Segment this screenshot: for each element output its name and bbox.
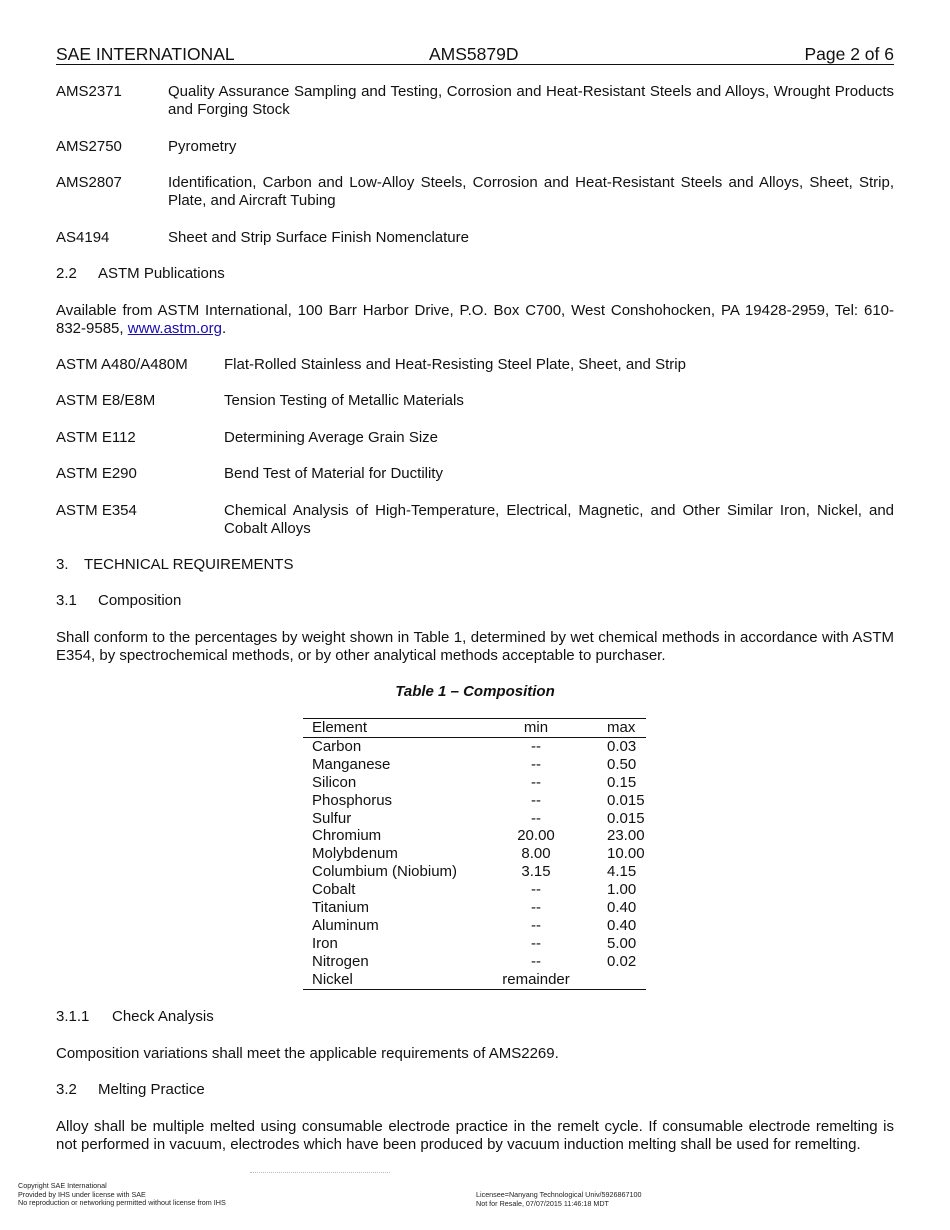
cell-element: Nitrogen bbox=[312, 952, 369, 970]
cell-min: -- bbox=[531, 934, 541, 952]
cell-min: -- bbox=[531, 755, 541, 773]
ref-title: Identification, Carbon and Low-Alloy Steels, Corrosion and Heat-Resistant Steels and Alloys, Sheet, Strip, Plate, and Aircraft Tubing bbox=[168, 174, 894, 209]
column-header-max: max bbox=[607, 719, 636, 736]
ref-title: Quality Assurance Sampling and Testing, Corrosion and Heat-Resistant Steels and Alloys, Wrought Products and Forging Stock bbox=[168, 83, 894, 118]
cell-element: Manganese bbox=[312, 755, 391, 773]
cell-max: 0.015 bbox=[607, 791, 645, 809]
cell-max: 0.40 bbox=[607, 899, 637, 917]
section-number: 3.1.1 bbox=[56, 1008, 90, 1025]
check-analysis-paragraph: Composition variations shall meet the applicable requirements of AMS2269. bbox=[56, 1045, 559, 1062]
section-number: 3.2 bbox=[56, 1081, 77, 1098]
cell-min: -- bbox=[531, 952, 541, 970]
section-title: Composition bbox=[98, 592, 182, 609]
cell-element: Aluminum bbox=[312, 916, 379, 934]
ref-title: Pyrometry bbox=[168, 138, 237, 155]
cell-element: Chromium bbox=[312, 827, 382, 845]
ref-title: Determining Average Grain Size bbox=[224, 429, 438, 446]
table-row bbox=[303, 756, 646, 774]
ref-title: Bend Test of Material for Ductility bbox=[224, 465, 443, 482]
section-number: 2.2 bbox=[56, 265, 77, 282]
cell-max: 1.00 bbox=[607, 881, 637, 899]
cell-min: remainder bbox=[502, 970, 570, 988]
astm-availability bbox=[56, 302, 894, 338]
cell-min: -- bbox=[531, 737, 541, 755]
table-row bbox=[303, 792, 646, 810]
cell-min: -- bbox=[531, 773, 541, 791]
ref-code: ASTM E112 bbox=[56, 429, 136, 446]
cell-element: Carbon bbox=[312, 737, 362, 755]
cell-min: -- bbox=[531, 791, 541, 809]
astm-availability-text: Available from ASTM International, 100 Barr Harbor Drive, P.O. Box C700, West Conshohocken, PA 19428-2959, Tel: 610-832-9585, bbox=[56, 302, 894, 337]
cell-min: 8.00 bbox=[521, 845, 551, 863]
ref-title: Sheet and Strip Surface Finish Nomenclature bbox=[168, 229, 469, 246]
section-title: Check Analysis bbox=[112, 1008, 214, 1025]
cell-element: Cobalt bbox=[312, 881, 356, 899]
astm-availability-end: . bbox=[221, 320, 227, 337]
header-page-number: Page 2 of 6 bbox=[804, 44, 894, 64]
table-header-row bbox=[303, 719, 646, 738]
ref-code: ASTM E8/E8M bbox=[56, 392, 156, 409]
table-caption: Table 1 – Composition bbox=[395, 683, 555, 700]
page-header bbox=[56, 44, 894, 65]
cell-element: Iron bbox=[312, 934, 338, 952]
header-publisher: SAE INTERNATIONAL bbox=[56, 44, 235, 64]
section-title: ASTM Publications bbox=[98, 265, 225, 282]
table-row bbox=[303, 971, 646, 989]
footer-licensee bbox=[476, 1191, 642, 1208]
footer-copyright bbox=[18, 1182, 226, 1208]
cell-max: 0.50 bbox=[607, 755, 637, 773]
section-number: 3. bbox=[56, 556, 69, 573]
footer-line: Licensee=Nanyang Technological Univ/5926867100 bbox=[476, 1190, 642, 1199]
cell-max: 0.02 bbox=[607, 952, 637, 970]
cell-max: 5.00 bbox=[607, 934, 637, 952]
header-doc-number: AMS5879D bbox=[429, 44, 519, 64]
footer-line: Provided by IHS under license with SAE bbox=[18, 1189, 146, 1199]
cell-element: Nickel bbox=[312, 970, 353, 988]
table-row bbox=[303, 881, 646, 899]
ref-code: ASTM A480/A480M bbox=[56, 356, 188, 373]
cell-min: 20.00 bbox=[517, 827, 555, 845]
table-row bbox=[303, 899, 646, 917]
ref-code: AMS2807 bbox=[56, 174, 122, 191]
cell-max: 0.40 bbox=[607, 916, 637, 934]
composition-table bbox=[303, 718, 646, 990]
astm-website-link[interactable]: www.astm.org bbox=[127, 320, 222, 337]
cell-element: Sulfur bbox=[312, 809, 352, 827]
ref-code: ASTM E354 bbox=[56, 502, 137, 519]
ref-code: AMS2371 bbox=[56, 83, 122, 100]
melting-practice-paragraph: Alloy shall be multiple melted using consumable electrode practice in the remelt cycle. If consumable electrode remelting is not performed in vacuum, electrodes which have been produced by vacuum induction melting shall be used for remelting. bbox=[56, 1118, 894, 1153]
cell-element: Silicon bbox=[312, 773, 357, 791]
cell-element: Phosphorus bbox=[312, 791, 393, 809]
cell-max bbox=[585, 971, 646, 989]
column-header-min: min bbox=[523, 719, 549, 736]
cell-max: 0.015 bbox=[607, 809, 645, 827]
section-title: Melting Practice bbox=[98, 1081, 205, 1098]
footer-divider bbox=[250, 1172, 390, 1174]
cell-element: Molybdenum bbox=[312, 845, 398, 863]
cell-max: 10.00 bbox=[607, 845, 645, 863]
table-row bbox=[303, 810, 646, 828]
column-header-element: Element bbox=[312, 719, 368, 736]
section-title: TECHNICAL REQUIREMENTS bbox=[84, 556, 294, 573]
section-number: 3.1 bbox=[56, 592, 77, 609]
footer-line: Not for Resale, 07/07/2015 11:46:18 MDT bbox=[476, 1198, 609, 1208]
cell-max: 0.15 bbox=[607, 773, 637, 791]
ref-code: ASTM E290 bbox=[56, 465, 137, 482]
table-row bbox=[303, 917, 646, 935]
footer-line: Copyright SAE International bbox=[18, 1181, 107, 1190]
ref-title: Chemical Analysis of High-Temperature, Electrical, Magnetic, and Other Similar Iron, Nickel, and Cobalt Alloys bbox=[224, 502, 894, 537]
cell-min: -- bbox=[531, 809, 541, 827]
table-row bbox=[303, 863, 646, 881]
cell-min: -- bbox=[531, 899, 541, 917]
cell-max: 4.15 bbox=[607, 863, 637, 881]
ref-title: Tension Testing of Metallic Materials bbox=[224, 392, 464, 409]
table-row bbox=[303, 737, 646, 755]
cell-element: Columbium (Niobium) bbox=[312, 863, 458, 881]
composition-paragraph: Shall conform to the percentages by weight shown in Table 1, determined by wet chemical methods in accordance with ASTM E354, by spectrochemical methods, or by other analytical methods acceptable to purchaser. bbox=[56, 629, 894, 664]
table-row bbox=[303, 935, 646, 953]
cell-element: Titanium bbox=[312, 899, 369, 917]
cell-min: -- bbox=[531, 916, 541, 934]
cell-max: 23.00 bbox=[607, 827, 645, 845]
footer-line: No reproduction or networking permitted without license from IHS bbox=[18, 1198, 226, 1207]
ref-title: Flat-Rolled Stainless and Heat-Resisting Steel Plate, Sheet, and Strip bbox=[224, 356, 686, 373]
cell-min: -- bbox=[531, 881, 541, 899]
table-row bbox=[303, 774, 646, 792]
ref-code: AMS2750 bbox=[56, 138, 122, 155]
cell-min: 3.15 bbox=[521, 863, 551, 881]
ref-code: AS4194 bbox=[56, 229, 110, 246]
table-row bbox=[303, 845, 646, 863]
table-row bbox=[303, 953, 646, 971]
cell-max: 0.03 bbox=[607, 737, 637, 755]
table-row bbox=[303, 827, 646, 845]
